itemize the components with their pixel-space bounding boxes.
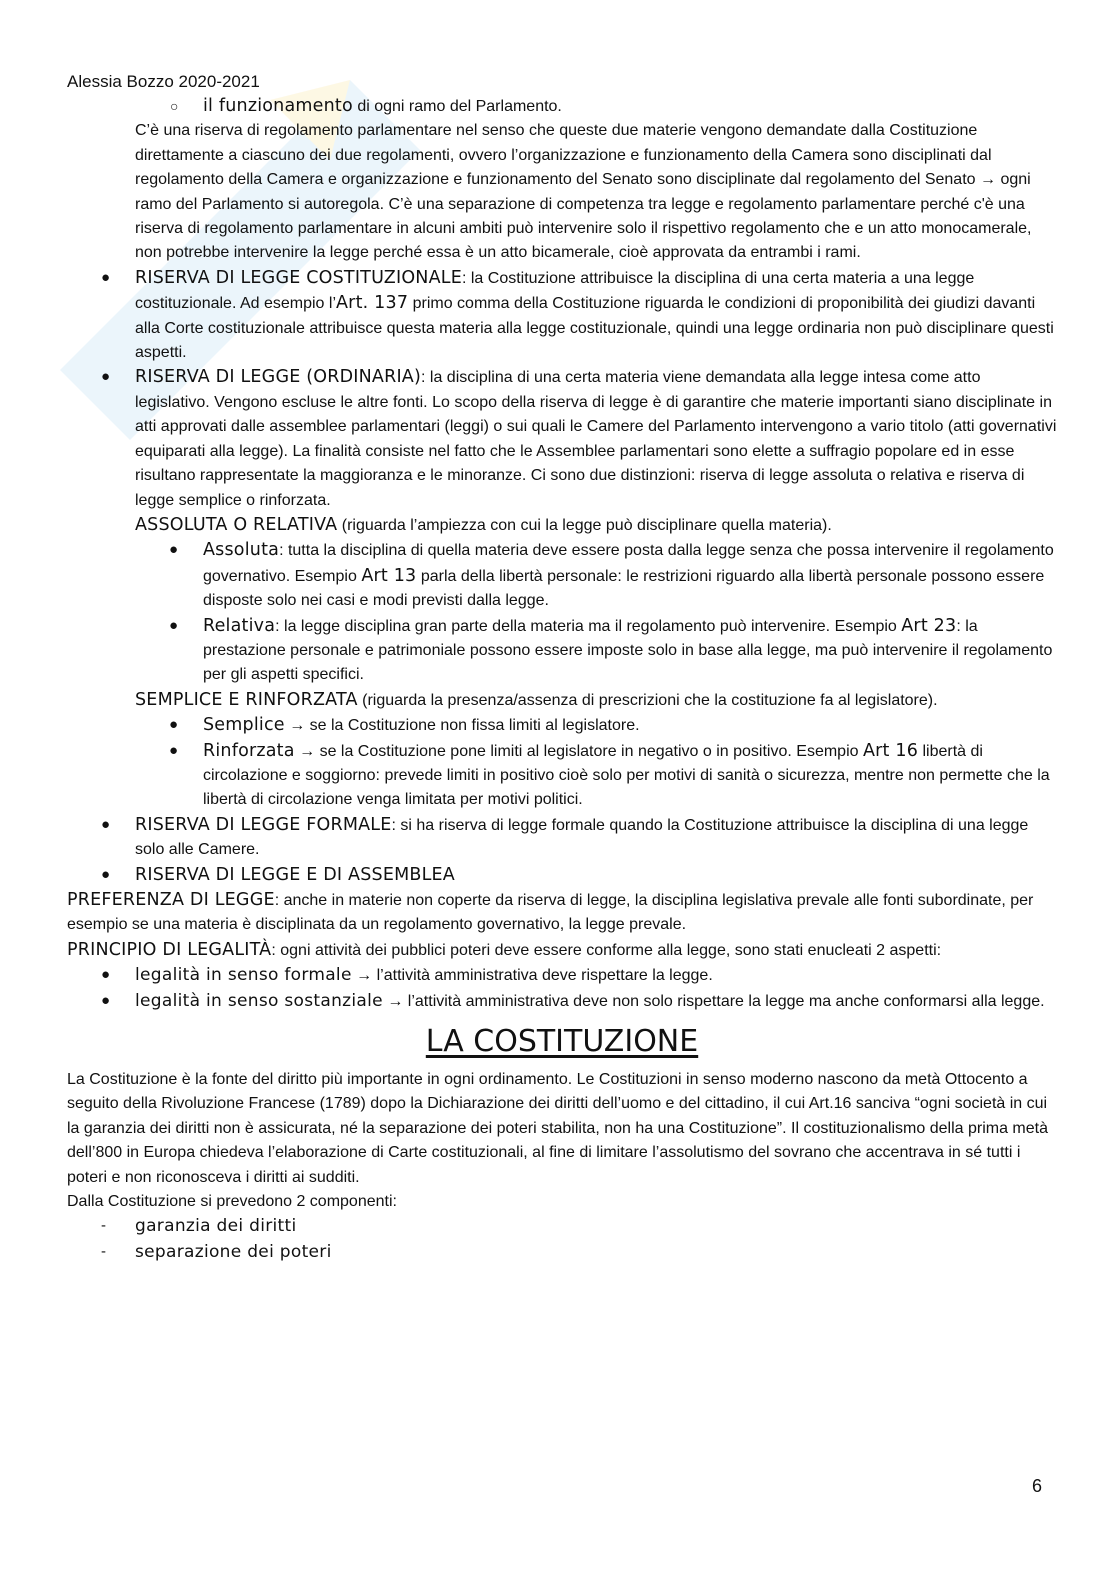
text: → se la Costituzione non fissa limiti al legislatore. [284, 717, 640, 735]
text: → l’attività amministrativa deve non solo rispettare la legge ma anche conformarsi alla legge. [382, 992, 1045, 1010]
text: : la disciplina di una certa materia viene demandata alla legge intesa come atto legislativo. Vengono escluse le altre fonti. Lo scopo della riserva di legge è di garantire che materie importanti siano disciplinate in atti approvati dalle assemblee parlamentari (leggi) o sui quali le Camere del Parlamento intervengono a vario titolo (atti governativi equiparati alla legge). La finalità consiste nel fatto che le Assemblee parlamentari sono elette a suffragio popolare ed in esse risultano rappresentate la maggioranza e le minoranze. Ci sono due distinzioni: riserva di legge assoluta o relativa e riserva di legge semplice o rinforzata. [135, 369, 1057, 509]
article-ref: Art 16 [862, 740, 919, 761]
sub-item-funzionamento [67, 94, 1057, 119]
bullet-icon: ● [101, 815, 111, 833]
page-number: 6 [1032, 1476, 1043, 1496]
text: libertà di circolazione e soggiorno: prevede limiti in positivo cioè solo per motivi di sanità o sicurezza, mentre non permette che la libertà di circolazione venga limitata per motivi politici. [203, 742, 1050, 809]
bullet-icon: ● [101, 268, 111, 286]
bullet-riserva-assemblea [67, 863, 1057, 888]
term: Rinforzata [203, 740, 295, 761]
bullet-legalita-sostanziale [67, 989, 1057, 1014]
term: ASSOLUTA O RELATIVA [135, 514, 338, 535]
text: : si ha riserva di legge formale quando la Costituzione attribuisce la disciplina di una legge solo alle Camere. [135, 816, 1029, 859]
term: Relativa [203, 615, 276, 636]
paragraph-preferenza [67, 888, 1057, 938]
bullet-icon: ● [101, 865, 111, 883]
text: → l’attività amministrativa deve rispettare la legge. [351, 967, 713, 985]
dash-item-separazione [67, 1240, 1057, 1265]
bullet-riserva-formale [67, 813, 1057, 863]
circle-bullet-icon: ○ [170, 98, 179, 114]
text: primo comma della Costituzione riguarda le condizioni di proponibilità dei giudizi davanti alla Corte costituzionale attribuisce questa materia alla legge costituzionale, quindi una legge ordinaria non può disciplinare questi aspetti. [135, 295, 1054, 362]
sub-bullet-semplice [67, 713, 1057, 738]
term: SEMPLICE E RINFORZATA [135, 689, 358, 710]
term: legalità in senso sostanziale [135, 990, 383, 1011]
sub-bullet-rinforzata [67, 739, 1057, 813]
main-content [67, 94, 1057, 1265]
section-title: LA COSTITUZIONE [425, 1024, 699, 1060]
text: (riguarda la presenza/assenza di prescrizioni che la costituzione fa al legislatore). [357, 691, 938, 709]
text: separazione dei poteri [135, 1241, 332, 1262]
dash-bullet-icon: - [101, 1242, 106, 1260]
paragraph-riserva-regolamento: C’è una riserva di regolamento parlamentare nel senso che queste due materie vengono demandate dalla Costituzione direttamente a ciascuno dei due regolamenti, ovvero l’organizzazione e funzionamento della Camera sono disciplinati dal regolamento della Camera e organizzazione e funzionamento del Senato sono disciplinate dal regolamento del Senato → ogni ramo del Parlamento si autoregola. C’è una separazione di competenza tra legge e regolamento parlamentare perché c'è una riserva di regolamento parlamentare in alcuni ambiti può intervenire solo il rispettivo regolamento che e un atto monocamerale, non potrebbe intervenire la legge perché essa è un atto bicamerale, cioè approvata da entrambi i rami. [135, 122, 1032, 262]
text: : anche in materie non coperte da riserva di legge, la disciplina legislativa prevale alle fonti subordinate, per esempio se una materia è disciplinata da un regolamento governativo, la legge prevale. [67, 892, 1034, 934]
term: RISERVA DI LEGGE (ORDINARIA) [135, 367, 422, 388]
text: : la Costituzione attribuisce la disciplina di una certa materia a una legge costituzionale. Ad esempio l’ [135, 269, 975, 313]
text: (riguarda l’ampiezza con cui la legge può disciplinare quella materia). [337, 516, 832, 534]
paragraph-principio-legalita [67, 938, 1057, 963]
bullet-riserva-costituzionale [67, 266, 1057, 366]
term: RISERVA DI LEGGE E DI ASSEMBLEA [135, 864, 455, 885]
text: parla della libertà personale: le restrizioni riguardo alla libertà personale possono essere disposte solo nei casi e modi previsti dalla legge. [203, 567, 1045, 610]
paragraph-costituzione: La Costituzione è la fonte del diritto più importante in ogni ordinamento. Le Costituzioni in senso moderno nascono da metà Ottocento a seguito della Rivoluzione Francese (1789) dopo la Dichiarazione dei diritti dell’uomo e del cittadino, il cui Art.16 sanciva “ogni società in cui la garanzia dei diritti non è assicurata, né la separazione dei poteri stabilita, non ha una Costituzione”. Il costituzionalismo della prima metà dell’800 in Europa chiedeva l’elaborazione di Carte costituzionali, al fine di limitare l’assolutismo del sovrano che accentrava in sé tutti i poteri e non riconosceva i diritti ai sudditi. [67, 1071, 1048, 1186]
dash-bullet-icon: - [101, 1217, 106, 1235]
bullet-icon: ● [169, 716, 179, 734]
term: legalità in senso formale [135, 965, 352, 986]
sub-bullet-assoluta [67, 538, 1057, 613]
text: : tutta la disciplina di quella materia deve essere posta dalla legge senza che possa intervenire il regolamento governativo. Esempio [203, 542, 1054, 585]
text: : la legge disciplina gran parte della materia ma il regolamento può intervenire. Esempio [275, 617, 902, 635]
article-ref: Art 23 [901, 615, 957, 636]
dash-item-garanzia [67, 1214, 1057, 1239]
author-header: Alessia Bozzo 2020-2021 [67, 72, 260, 91]
subheading-semplice-rinforzata [67, 688, 1057, 713]
bullet-riserva-ordinaria [67, 365, 1057, 512]
text: : la prestazione personale e patrimoniale possono essere imposte solo in base alla legge, ma può intervenire il regolamento per gli aspetti specifici. [203, 617, 1053, 684]
term: PRINCIPIO DI LEGALITÀ [67, 939, 272, 960]
text: garanzia dei diritti [135, 1216, 297, 1237]
term: RISERVA DI LEGGE FORMALE [135, 814, 392, 835]
bullet-icon: ● [169, 741, 179, 759]
term: RISERVA DI LEGGE COSTITUZIONALE [135, 267, 462, 288]
bullet-legalita-formale [67, 963, 1057, 988]
bullet-icon: ● [101, 991, 111, 1009]
paragraph-componenti: Dalla Costituzione si prevedono 2 componenti: [67, 1193, 397, 1211]
bullet-icon: ● [101, 368, 111, 386]
bullet-icon: ● [169, 541, 179, 559]
term: il funzionamento [203, 96, 353, 116]
term: Semplice [203, 715, 285, 736]
article-ref: Art. 137 [336, 293, 409, 314]
bullet-icon: ● [101, 966, 111, 984]
term: Assoluta [203, 540, 280, 561]
term: PREFERENZA DI LEGGE [67, 890, 275, 910]
text: : ogni attività dei pubblici poteri deve essere conforme alla legge, sono stati enucleati 2 aspetti: [271, 941, 942, 959]
sub-bullet-relativa [67, 614, 1057, 688]
text: di ogni ramo del Parlamento. [352, 98, 562, 115]
bullet-icon: ● [169, 616, 179, 634]
article-ref: Art 13 [361, 565, 417, 586]
subheading-assoluta-relativa [67, 513, 1057, 538]
text: → se la Costituzione pone limiti al legislatore in negativo o in positivo. Esempio [294, 742, 863, 760]
